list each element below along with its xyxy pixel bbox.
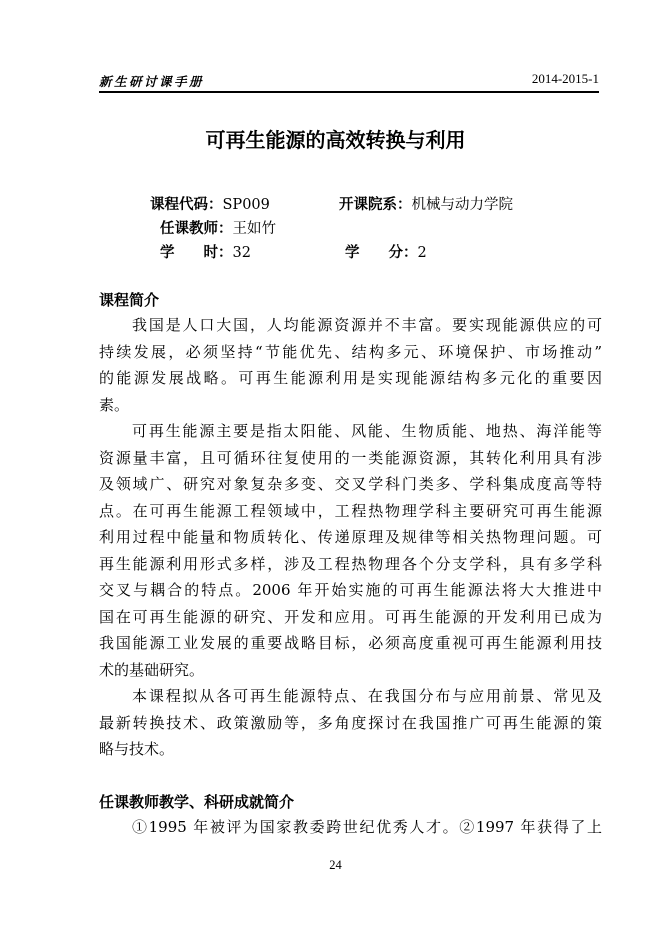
intro-paragraph-1 [99,312,602,418]
text-line: 可再生能源主要是指太阳能、风能、生物质能、地热、海洋能等 [132,422,602,440]
text-line: ①1995 年被评为国家教委跨世纪优秀人才。②1997 年获得了上 [132,818,602,836]
teacher-achievements-paragraph [99,814,602,841]
course-code-label: 课程代码： [150,197,223,213]
course-department [339,193,513,214]
text-line: 点。在可再生能源工程领域中，工程热物理学科主要研究可再生能源 [99,501,602,520]
running-header [99,70,599,90]
text-line: 术的基础研究。 [99,660,205,679]
text-line: 最新转换技术、政策激励等，多角度探讨在我国推广可再生能源的策 [99,713,602,732]
text-line: 本课程拟从各可再生能源特点、在我国分布与应用前景、常见及 [132,687,602,705]
course-hours [160,241,251,262]
course-teacher-label: 任课教师： [160,221,233,237]
text-line: 的能源发展战略。可再生能源利用是实现能源结构多元化的重要因 [99,369,602,387]
text-line: 资源量丰富，且可循环往复使用的一类能源资源，其转化利用具有涉 [99,448,602,467]
course-credit-value: 2 [417,245,427,261]
intro-paragraph-3 [99,683,602,763]
course-hours-value: 32 [232,245,251,261]
text-line: 及领域广、研究对象复杂多变、交叉学科门类多、学科集成度高等特 [99,475,602,493]
text-line: 交叉与耦合的特点。2006 年开始实施的可再生能源法将大大推进中 [99,581,602,599]
text-line: 再生能源利用形式多样，涉及工程热物理各个分支学科，具有多学科 [99,554,602,573]
text-line: 素。 [99,395,130,414]
course-department-label: 开课院系： [339,197,412,213]
text-line: 我国是人口大国，人均能源资源并不丰富。要实现能源供应的可 [132,316,602,334]
header-divider [99,91,599,93]
header-handbook-title: 新生研讨课手册 [99,74,205,89]
course-code [150,193,270,214]
course-teacher [160,217,276,238]
header-term: 2014-2015-1 [531,71,599,86]
intro-heading: 课程简介 [99,291,160,309]
course-hours-label: 学 时： [160,245,233,261]
text-line: 略与技术。 [99,740,175,758]
page-title: 可再生能源的高效转换与利用 [205,128,466,152]
intro-paragraph-2 [99,418,602,683]
course-credit [345,241,427,262]
text-line: 持续发展，必须坚持“节能优先、结构多元、环境保护、市场推动” [99,342,602,361]
text-line: 国在可再生能源的研究、开发和应用。可再生能源的开发利用已成为 [99,607,602,626]
course-code-value: SP009 [222,197,270,213]
text-line: 利用过程中能量和物质转化、传递原理及规律等相关热物理问题。可 [99,528,602,546]
text-line: 我国能源工业发展的重要战略目标，必须高度重视可再生能源利用技 [99,634,602,652]
teacher-achievements-heading: 任课教师教学、科研成就简介 [99,793,295,811]
page-number: 24 [329,858,342,872]
course-department-value: 机械与动力学院 [411,197,513,213]
course-credit-label: 学 分： [345,245,418,261]
course-teacher-value: 王如竹 [232,221,276,237]
